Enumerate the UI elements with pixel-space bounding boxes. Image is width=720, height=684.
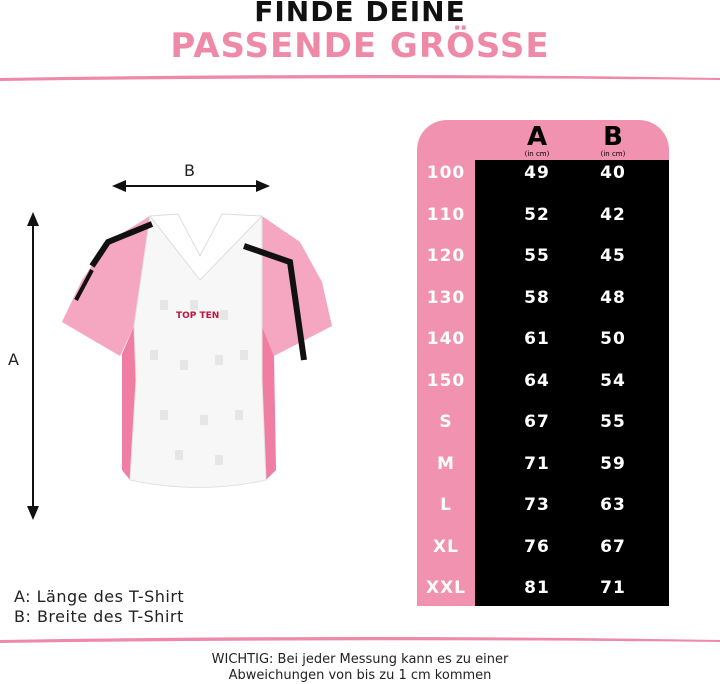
size-label: 120: [426, 246, 466, 266]
value-a: 81: [524, 578, 550, 598]
size-label: M: [437, 453, 455, 474]
note-line1: WICHTIG: Bei jeder Messung kann es zu einer: [211, 652, 509, 667]
brand-logo: TOP TEN: [176, 311, 220, 321]
column-header-b: B (in cm): [600, 122, 626, 158]
size-label: 110: [426, 204, 466, 225]
value-a: 49: [524, 163, 550, 183]
page-title-line2: PASSENDE GRÖSSE: [170, 26, 550, 66]
value-b: 67: [600, 536, 626, 557]
column-header-a: A (in cm): [524, 122, 550, 158]
width-label: B: [184, 161, 195, 180]
value-a: 76: [524, 536, 550, 557]
value-a: 67: [524, 412, 550, 432]
size-label: 130: [426, 287, 466, 308]
value-b: 71: [600, 578, 626, 598]
value-b: 54: [600, 370, 626, 391]
legend-a: A: Länge des T-Shirt: [14, 587, 185, 606]
bottom-divider: [0, 636, 720, 644]
size-label: 150: [426, 370, 466, 391]
size-label: XL: [433, 536, 459, 557]
value-a: 64: [524, 370, 550, 391]
size-label: L: [440, 495, 452, 515]
value-b: 48: [600, 287, 626, 308]
size-label: S: [439, 412, 453, 432]
size-label: XXL: [425, 578, 467, 598]
size-label: 140: [426, 329, 466, 349]
value-b: 40: [600, 163, 626, 183]
value-b: 50: [600, 329, 626, 349]
value-b: 63: [600, 495, 626, 515]
top-divider: [0, 74, 720, 82]
value-b: 42: [600, 204, 626, 225]
length-label: A: [8, 350, 19, 369]
value-a: 71: [524, 453, 550, 474]
value-a: 58: [524, 287, 550, 308]
note-line2: Abweichungen von bis zu 1 cm kommen: [228, 668, 492, 683]
page-title-line1: FINDE DEINE: [254, 0, 466, 28]
size-label: 100: [426, 163, 466, 183]
value-b: 45: [600, 246, 626, 266]
value-b: 59: [600, 453, 626, 474]
value-a: 73: [524, 495, 550, 515]
value-a: 61: [524, 329, 550, 349]
legend-b: B: Breite des T-Shirt: [14, 607, 184, 626]
value-b: 55: [600, 412, 626, 432]
tshirt-image: [0, 150, 400, 570]
value-a: 52: [524, 204, 550, 225]
value-a: 55: [524, 246, 550, 266]
